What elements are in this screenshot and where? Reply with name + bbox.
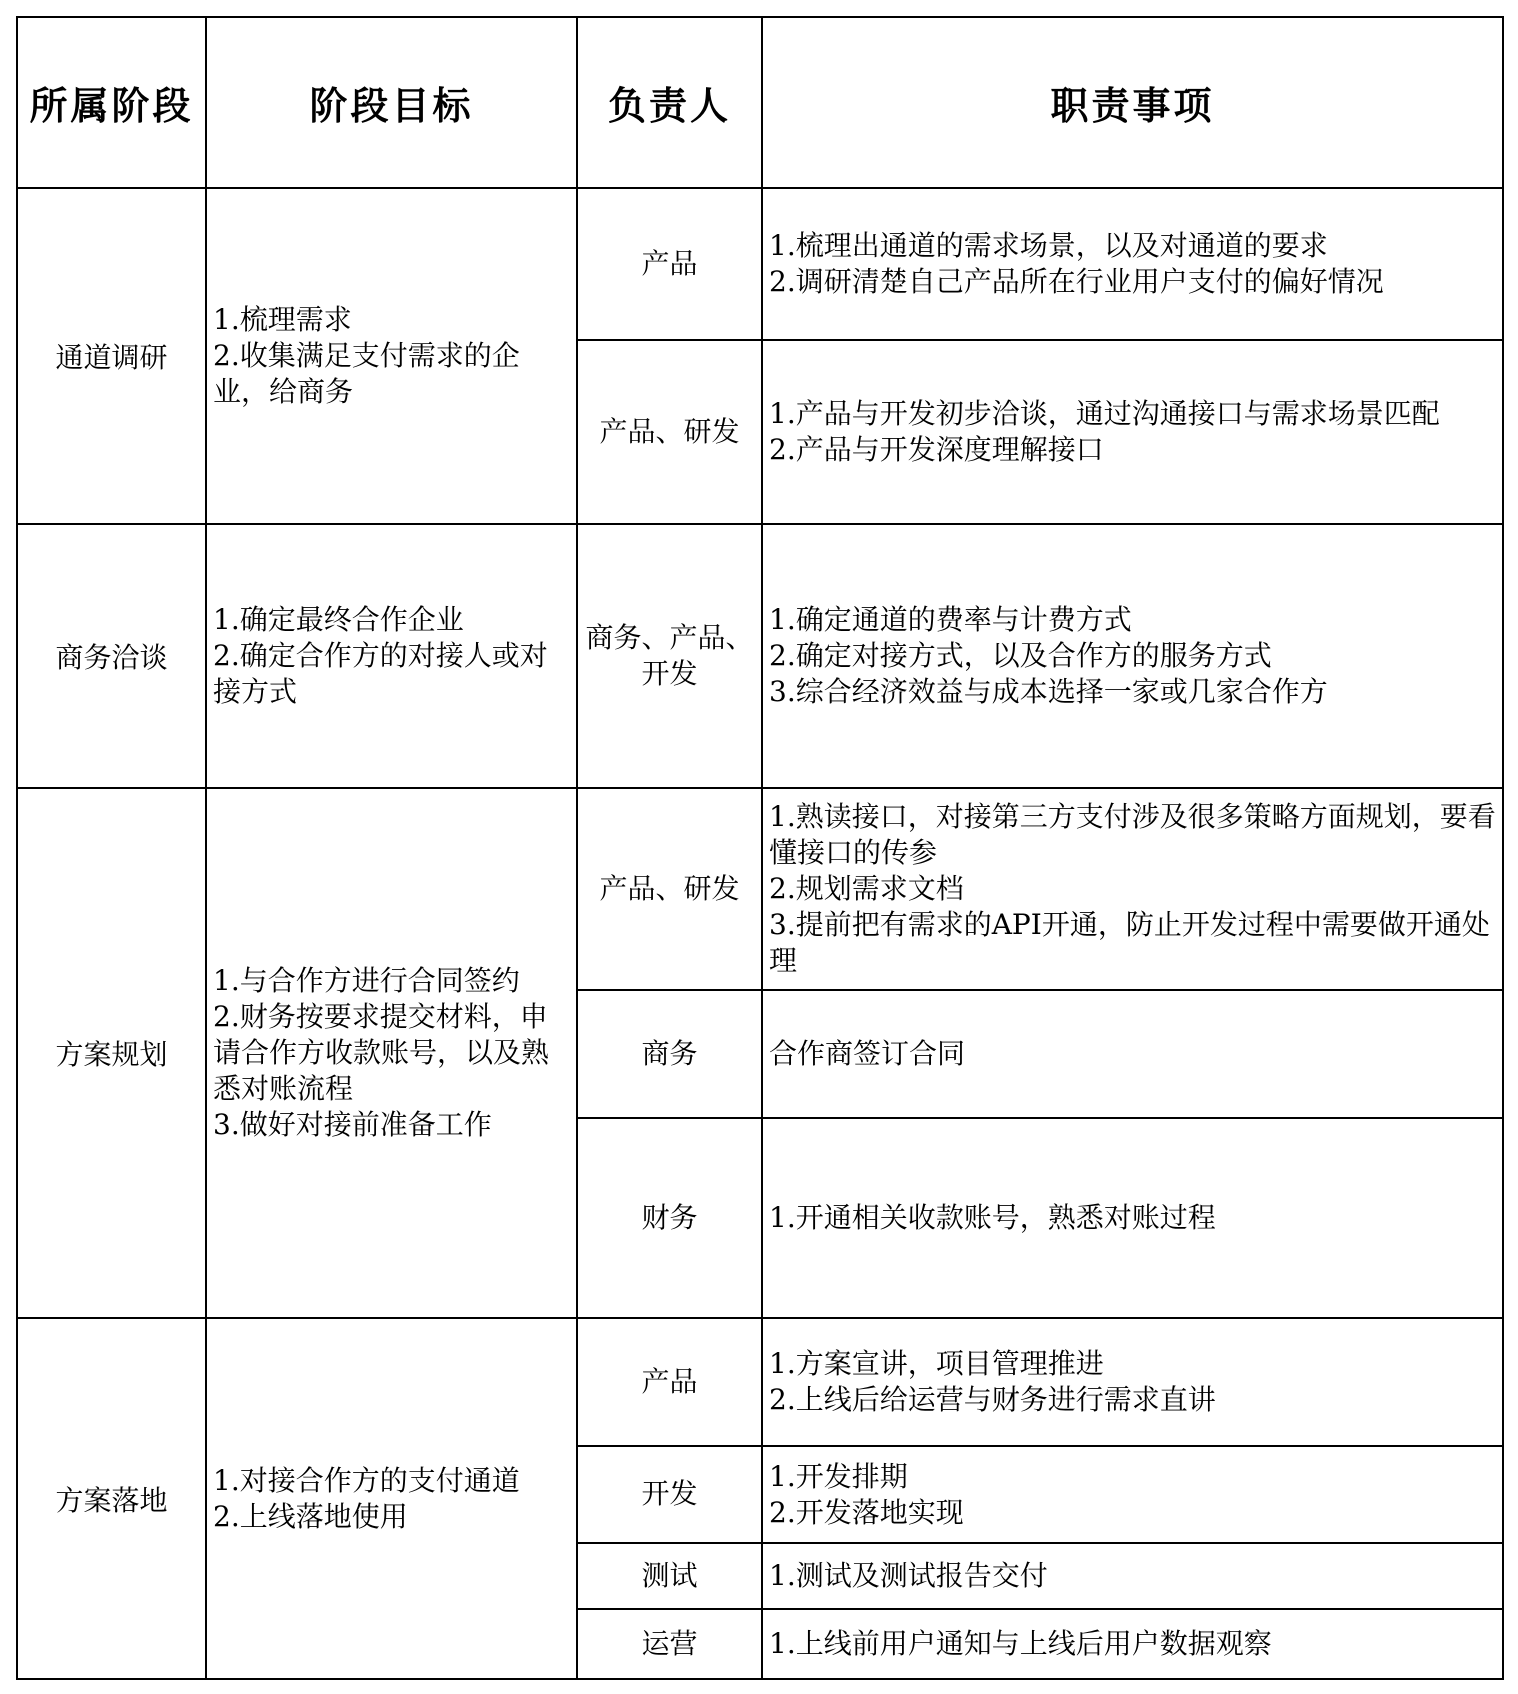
- table-row: [17, 188, 1503, 340]
- owner-cell: 财务: [577, 1118, 762, 1318]
- duty-line: 2.上线后给运营与财务进行需求直讲: [769, 1383, 1216, 1416]
- table-row: [17, 1318, 1503, 1446]
- duty-line: 合作商签订合同: [769, 1037, 966, 1070]
- owner-cell: 产品、研发: [577, 788, 762, 990]
- duty-cell: [762, 340, 1503, 524]
- table-row: [17, 524, 1503, 788]
- duty-line: 3.提前把有需求的API开通，防止开发过程中需要做开通处理: [769, 908, 1490, 977]
- duty-line: 1.确定通道的费率与计费方式: [769, 603, 1132, 636]
- duty-line: 1.产品与开发初步洽谈，通过沟通接口与需求场景匹配: [769, 397, 1440, 430]
- duty-cell: [762, 524, 1503, 788]
- owner-cell: 商务、产品、开发: [577, 524, 762, 788]
- goal-cell: [206, 1318, 577, 1679]
- duty-cell: [762, 1446, 1503, 1543]
- duty-line: 2.规划需求文档: [769, 872, 964, 905]
- duty-cell: [762, 990, 1503, 1118]
- owner-cell: 测试: [577, 1543, 762, 1609]
- goal-line: 3.做好对接前准备工作: [213, 1108, 492, 1141]
- duty-line: 1.熟读接口，对接第三方支付涉及很多策略方面规划，要看懂接口的传参: [769, 800, 1496, 869]
- owner-cell: 运营: [577, 1609, 762, 1679]
- stage-cell: 方案落地: [17, 1318, 206, 1679]
- duty-cell: [762, 788, 1503, 990]
- duty-line: 3.综合经济效益与成本选择一家或几家合作方: [769, 675, 1328, 708]
- stage-cell: 方案规划: [17, 788, 206, 1318]
- goal-cell: [206, 188, 577, 524]
- duty-cell: [762, 1543, 1503, 1609]
- stage-cell: 商务洽谈: [17, 524, 206, 788]
- table-row: [17, 788, 1503, 990]
- duty-line: 1.测试及测试报告交付: [769, 1559, 1048, 1592]
- owner-cell: 产品: [577, 1318, 762, 1446]
- goal-line: 2.上线落地使用: [213, 1499, 408, 1533]
- header-stage: 所属阶段: [17, 17, 206, 188]
- duty-line: 1.开通相关收款账号，熟悉对账过程: [769, 1201, 1216, 1234]
- duty-line: 1.上线前用户通知与上线后用户数据观察: [769, 1627, 1272, 1660]
- duty-line: 2.调研清楚自己产品所在行业用户支付的偏好情况: [769, 265, 1384, 298]
- header-duty: 职责事项: [762, 17, 1503, 188]
- duty-cell: [762, 1318, 1503, 1446]
- goal-line: 1.确定最终合作企业: [213, 603, 464, 636]
- owner-cell: 商务: [577, 990, 762, 1118]
- duty-line: 2.确定对接方式，以及合作方的服务方式: [769, 639, 1272, 672]
- goal-cell: [206, 788, 577, 1318]
- goal-line: 1.与合作方进行合同签约: [213, 964, 520, 997]
- owner-cell: 产品: [577, 188, 762, 340]
- goal-line: 2.收集满足支付需求的企业，给商务: [213, 339, 520, 408]
- duty-line: 1.方案宣讲，项目管理推进: [769, 1347, 1104, 1380]
- duty-line: 2.开发落地实现: [769, 1495, 964, 1529]
- goal-line: 2.财务按要求提交材料，申请合作方收款账号，以及熟悉对账流程: [213, 1000, 550, 1105]
- owner-cell: 产品、研发: [577, 340, 762, 524]
- stage-cell: 通道调研: [17, 188, 206, 524]
- duty-line: 1.梳理出通道的需求场景，以及对通道的要求: [769, 229, 1328, 262]
- duty-cell: [762, 1118, 1503, 1318]
- duty-cell: [762, 1609, 1503, 1679]
- duty-cell: [762, 188, 1503, 340]
- owner-cell: 开发: [577, 1446, 762, 1543]
- header-owner: 负责人: [577, 17, 762, 188]
- goal-line: 2.确定合作方的对接人或对接方式: [213, 639, 548, 708]
- responsibility-table: [16, 16, 1504, 1680]
- duty-line: 1.开发排期: [769, 1459, 908, 1493]
- goal-cell: [206, 524, 577, 788]
- header-row: [17, 17, 1503, 188]
- goal-line: 1.梳理需求: [213, 303, 352, 336]
- header-goal: 阶段目标: [206, 17, 577, 188]
- goal-line: 1.对接合作方的支付通道: [213, 1463, 520, 1497]
- duty-line: 2.产品与开发深度理解接口: [769, 433, 1104, 466]
